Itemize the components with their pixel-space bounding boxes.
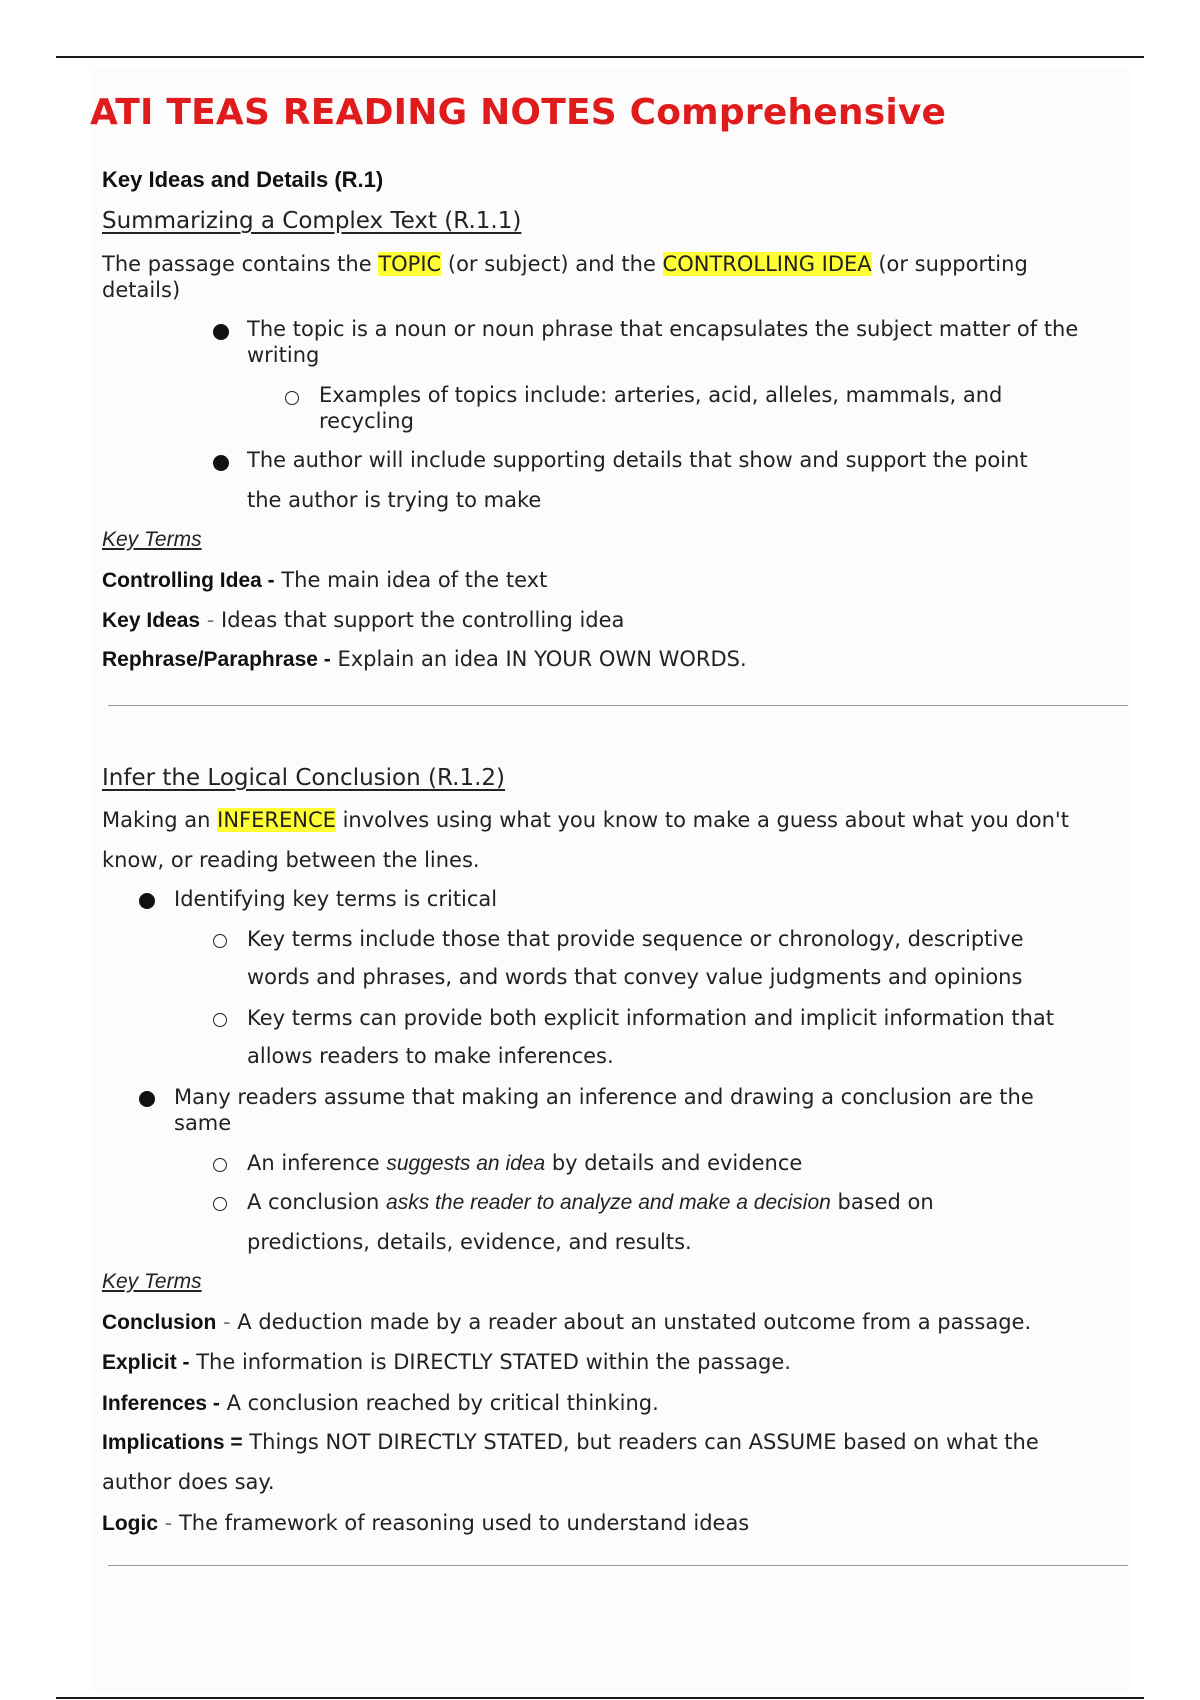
- list-subitem-continued: recycling: [319, 409, 414, 433]
- intro-text: (or subject) and the: [441, 252, 663, 276]
- list-subitem-continued: words and phrases, and words that convey value judgments and opinions: [247, 965, 1023, 989]
- key-term-row: [102, 1350, 791, 1375]
- key-terms-heading: Key Terms: [102, 528, 202, 551]
- list-item-continued: writing: [247, 343, 320, 367]
- list-item: Identifying key terms is critical: [174, 887, 498, 911]
- section-heading: Key Ideas and Details (R.1): [102, 167, 384, 192]
- key-term-row: [102, 1511, 749, 1536]
- bullet-dot-icon: [139, 1091, 155, 1107]
- intro-paragraph-line2: know, or reading between the lines.: [102, 848, 480, 872]
- subitem-italic-text: asks the reader to analyze and make a decision: [386, 1191, 831, 1214]
- list-item-continued: same: [174, 1111, 232, 1135]
- key-term: Inferences -: [102, 1392, 220, 1415]
- list-item: The author will include supporting details that show and support the point: [247, 448, 1028, 472]
- key-term-definition: A deduction made by a reader about an unstated outcome from a passage.: [237, 1310, 1032, 1334]
- subitem-text: by details and evidence: [545, 1151, 803, 1175]
- key-term: Explicit -: [102, 1351, 190, 1374]
- key-term-row: [102, 608, 624, 633]
- key-term-row: [102, 1391, 659, 1416]
- key-term-definition: The main idea of the text: [274, 568, 548, 592]
- bullet-dot-icon: [213, 455, 229, 471]
- list-subitem-continued: allows readers to make inferences.: [247, 1044, 614, 1068]
- subitem-text: An inference: [247, 1151, 387, 1175]
- section-subheading: Summarizing a Complex Text (R.1.1): [102, 208, 522, 234]
- intro-text: involves using what you know to make a guess about what you don't: [335, 808, 1069, 832]
- bullet-ring-icon: [213, 934, 227, 948]
- list-item-continued: the author is trying to make: [247, 488, 542, 512]
- key-term-row: [102, 568, 547, 593]
- key-term-definition: The information is DIRECTLY STATED within the passage.: [189, 1350, 791, 1374]
- list-subitem: Examples of topics include: arteries, acid, alleles, mammals, and: [319, 383, 1003, 407]
- top-rule: [56, 56, 1144, 58]
- list-item: The topic is a noun or noun phrase that encapsulates the subject matter of the: [247, 317, 1079, 341]
- intro-paragraph: [102, 808, 1069, 832]
- key-term-definition: A conclusion reached by critical thinking.: [219, 1391, 659, 1415]
- bullet-ring-icon: [285, 391, 299, 405]
- highlight-topic: TOPIC: [378, 252, 442, 276]
- document-title: ATI TEAS READING NOTES Comprehensive: [90, 92, 947, 133]
- key-term-row: [102, 647, 747, 672]
- highlight-controlling-idea: CONTROLLING IDEA: [662, 252, 872, 276]
- section-subheading: Infer the Logical Conclusion (R.1.2): [102, 765, 505, 791]
- list-subitem: [247, 1190, 934, 1215]
- key-term-row-continued: author does say.: [102, 1470, 275, 1494]
- subitem-text: A conclusion: [247, 1190, 387, 1214]
- bullet-ring-icon: [213, 1158, 227, 1172]
- list-subitem-continued: predictions, details, evidence, and results.: [247, 1230, 692, 1254]
- key-term-row: [102, 1310, 1031, 1335]
- key-term: Controlling Idea -: [102, 569, 275, 592]
- key-term: Conclusion: [102, 1311, 217, 1334]
- key-terms-heading: Key Terms: [102, 1270, 202, 1293]
- key-term: Implications =: [102, 1431, 243, 1454]
- intro-text: The passage contains the: [102, 252, 379, 276]
- bottom-rule: [56, 1697, 1144, 1699]
- subitem-italic-text: suggests an idea: [386, 1152, 546, 1175]
- key-term-row: [102, 1430, 1039, 1455]
- list-item: Many readers assume that making an inference and drawing a conclusion are the: [174, 1085, 1034, 1109]
- key-term-definition: Explain an idea IN YOUR OWN WORDS.: [330, 647, 747, 671]
- bullet-ring-icon: [213, 1197, 227, 1211]
- key-term-definition: Ideas that support the controlling idea: [221, 608, 625, 632]
- subitem-text: based on: [830, 1190, 934, 1214]
- bullet-dot-icon: [213, 324, 229, 340]
- key-term: Rephrase/Paraphrase -: [102, 648, 331, 671]
- intro-text: Making an: [102, 808, 218, 832]
- section-divider: [108, 705, 1128, 706]
- highlight-inference: INFERENCE: [217, 808, 336, 832]
- key-term-separator: -: [158, 1511, 179, 1535]
- key-term: Logic: [102, 1512, 158, 1535]
- bullet-dot-icon: [139, 893, 155, 909]
- key-term-definition: Things NOT DIRECTLY STATED, but readers can ASSUME based on what the: [242, 1430, 1039, 1454]
- intro-text: (or supporting: [871, 252, 1028, 276]
- key-term-separator: -: [216, 1310, 238, 1334]
- section-divider: [108, 1565, 1128, 1566]
- key-term: Key Ideas: [102, 609, 201, 632]
- key-term-definition: The framework of reasoning used to understand ideas: [178, 1511, 750, 1535]
- list-subitem: Key terms include those that provide sequence or chronology, descriptive: [247, 927, 1024, 951]
- intro-paragraph: [102, 252, 1028, 276]
- list-subitem: Key terms can provide both explicit information and implicit information that: [247, 1006, 1055, 1030]
- intro-paragraph-line2: details): [102, 278, 181, 302]
- bullet-ring-icon: [213, 1013, 227, 1027]
- key-term-separator: -: [200, 608, 221, 632]
- list-subitem: [247, 1151, 802, 1176]
